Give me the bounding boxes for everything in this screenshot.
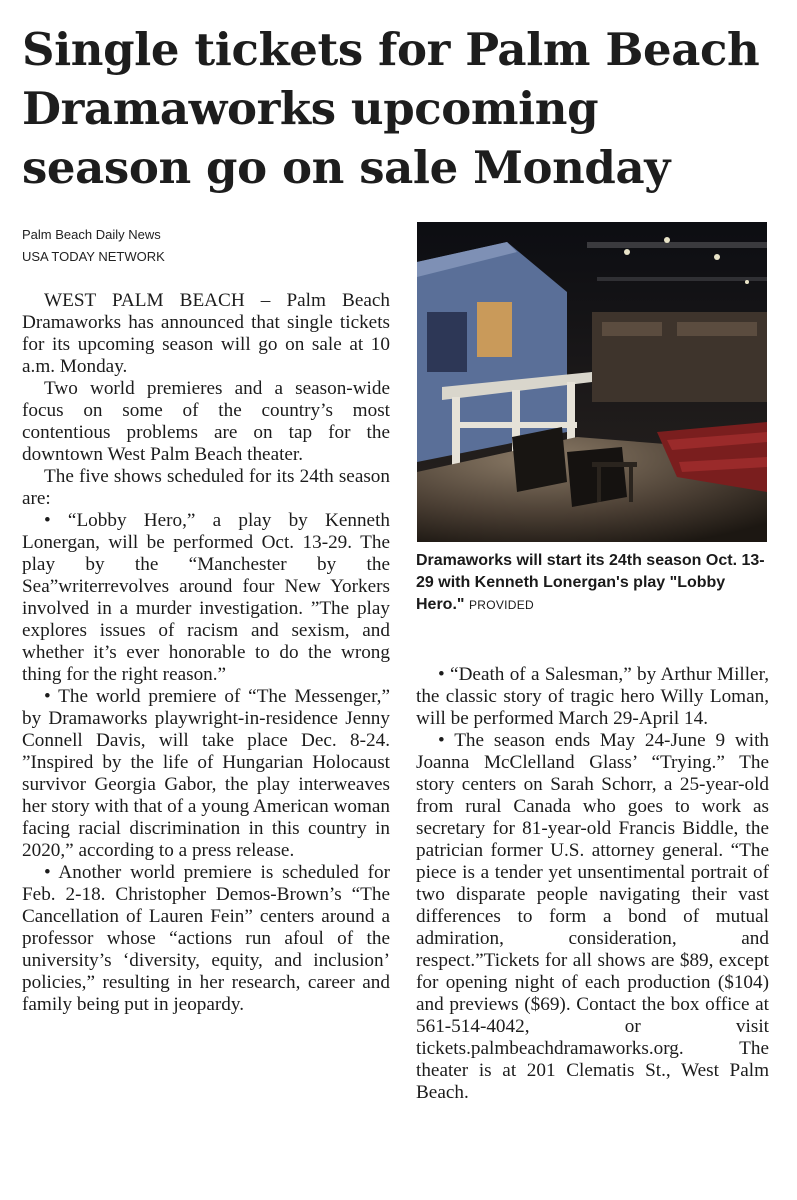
- body-paragraph: • “Death of a Salesman,” by Arthur Miller, the classic story of tragic hero Willy Loman, will be performed March 29-April 14.: [416, 664, 769, 729]
- body-paragraph: • The season ends May 24-June 9 with Joanna McClelland Glass’ “Trying.” The story centers on Sarah Schorr, a 25-year-old from rural Canada who goes to work as secretary for 81-year-old Francis Biddle, the patrician former U.S. attorney general. “The piece is a tender yet unsentimental portrait of two disparate people navigating their vast differences to form a bond of mutual admiration, consideration, and respect.”Tickets for all shows are $89, except for opening night of each production ($104) and previews ($69). Contact the box office at 561-514-4042, or visit tickets.palmbeachdramaworks.org. The theater is at 201 Clematis St., West Palm Beach.: [416, 730, 769, 1103]
- body-paragraph: Two world premieres and a season-wide focus on some of the country’s most contentious problems are on tap for the downtown West Palm Beach theater.: [22, 378, 390, 465]
- body-paragraph: • The world premiere of “The Messenger,” by Dramaworks playwright-in-residence Jenny Connell Davis, will take place Dec. 8-24. ”Inspired by the life of Hungarian Holocaust survivor Georgia Gabor, the play interweaves her story with that of a young American woman facing racial discrimination in this country in 2020,” according to a press release.: [22, 686, 390, 861]
- photo-credit: PROVIDED: [468, 598, 535, 612]
- body-column-right: [416, 664, 769, 1104]
- headline: Single tickets for Palm Beach Dramaworks upcoming season go on sale Monday: [22, 23, 760, 194]
- body-column-left: [22, 290, 390, 1016]
- network-name: USA TODAY NETWORK: [22, 249, 165, 264]
- source-name: Palm Beach Daily News: [22, 227, 161, 242]
- theater-stage-photo: [417, 222, 767, 542]
- byline: [22, 224, 165, 268]
- body-paragraph: • Another world premiere is scheduled for Feb. 2-18. Christopher Demos-Brown’s “The Cancellation of Lauren Fein” centers around a professor whose “actions run afoul of the university’s ‘diversity, equity, and inclusion’ policies,” resulting in her research, career and family being put in jeopardy.: [22, 862, 390, 1015]
- body-paragraph: • “Lobby Hero,” a play by Kenneth Lonergan, will be performed Oct. 13-29. The play by the “Manchester by the Sea”writerrevolves around four New Yorkers involved in a murder investigation. ”The play explores issues of racism and sexism, and whether it’s ever honorable to do the wrong thing for the right reason.”: [22, 510, 390, 685]
- photo-caption: [416, 550, 776, 616]
- caption-text: Dramaworks will start its 24th season Oct. 13-29 with Kenneth Lonergan's play "Lobby Hero.": [416, 552, 765, 613]
- body-paragraph: WEST PALM BEACH – Palm Beach Dramaworks has announced that single tickets for its upcoming season will go on sale at 10 a.m. Monday.: [22, 290, 390, 377]
- body-paragraph: The five shows scheduled for its 24th season are:: [22, 466, 390, 509]
